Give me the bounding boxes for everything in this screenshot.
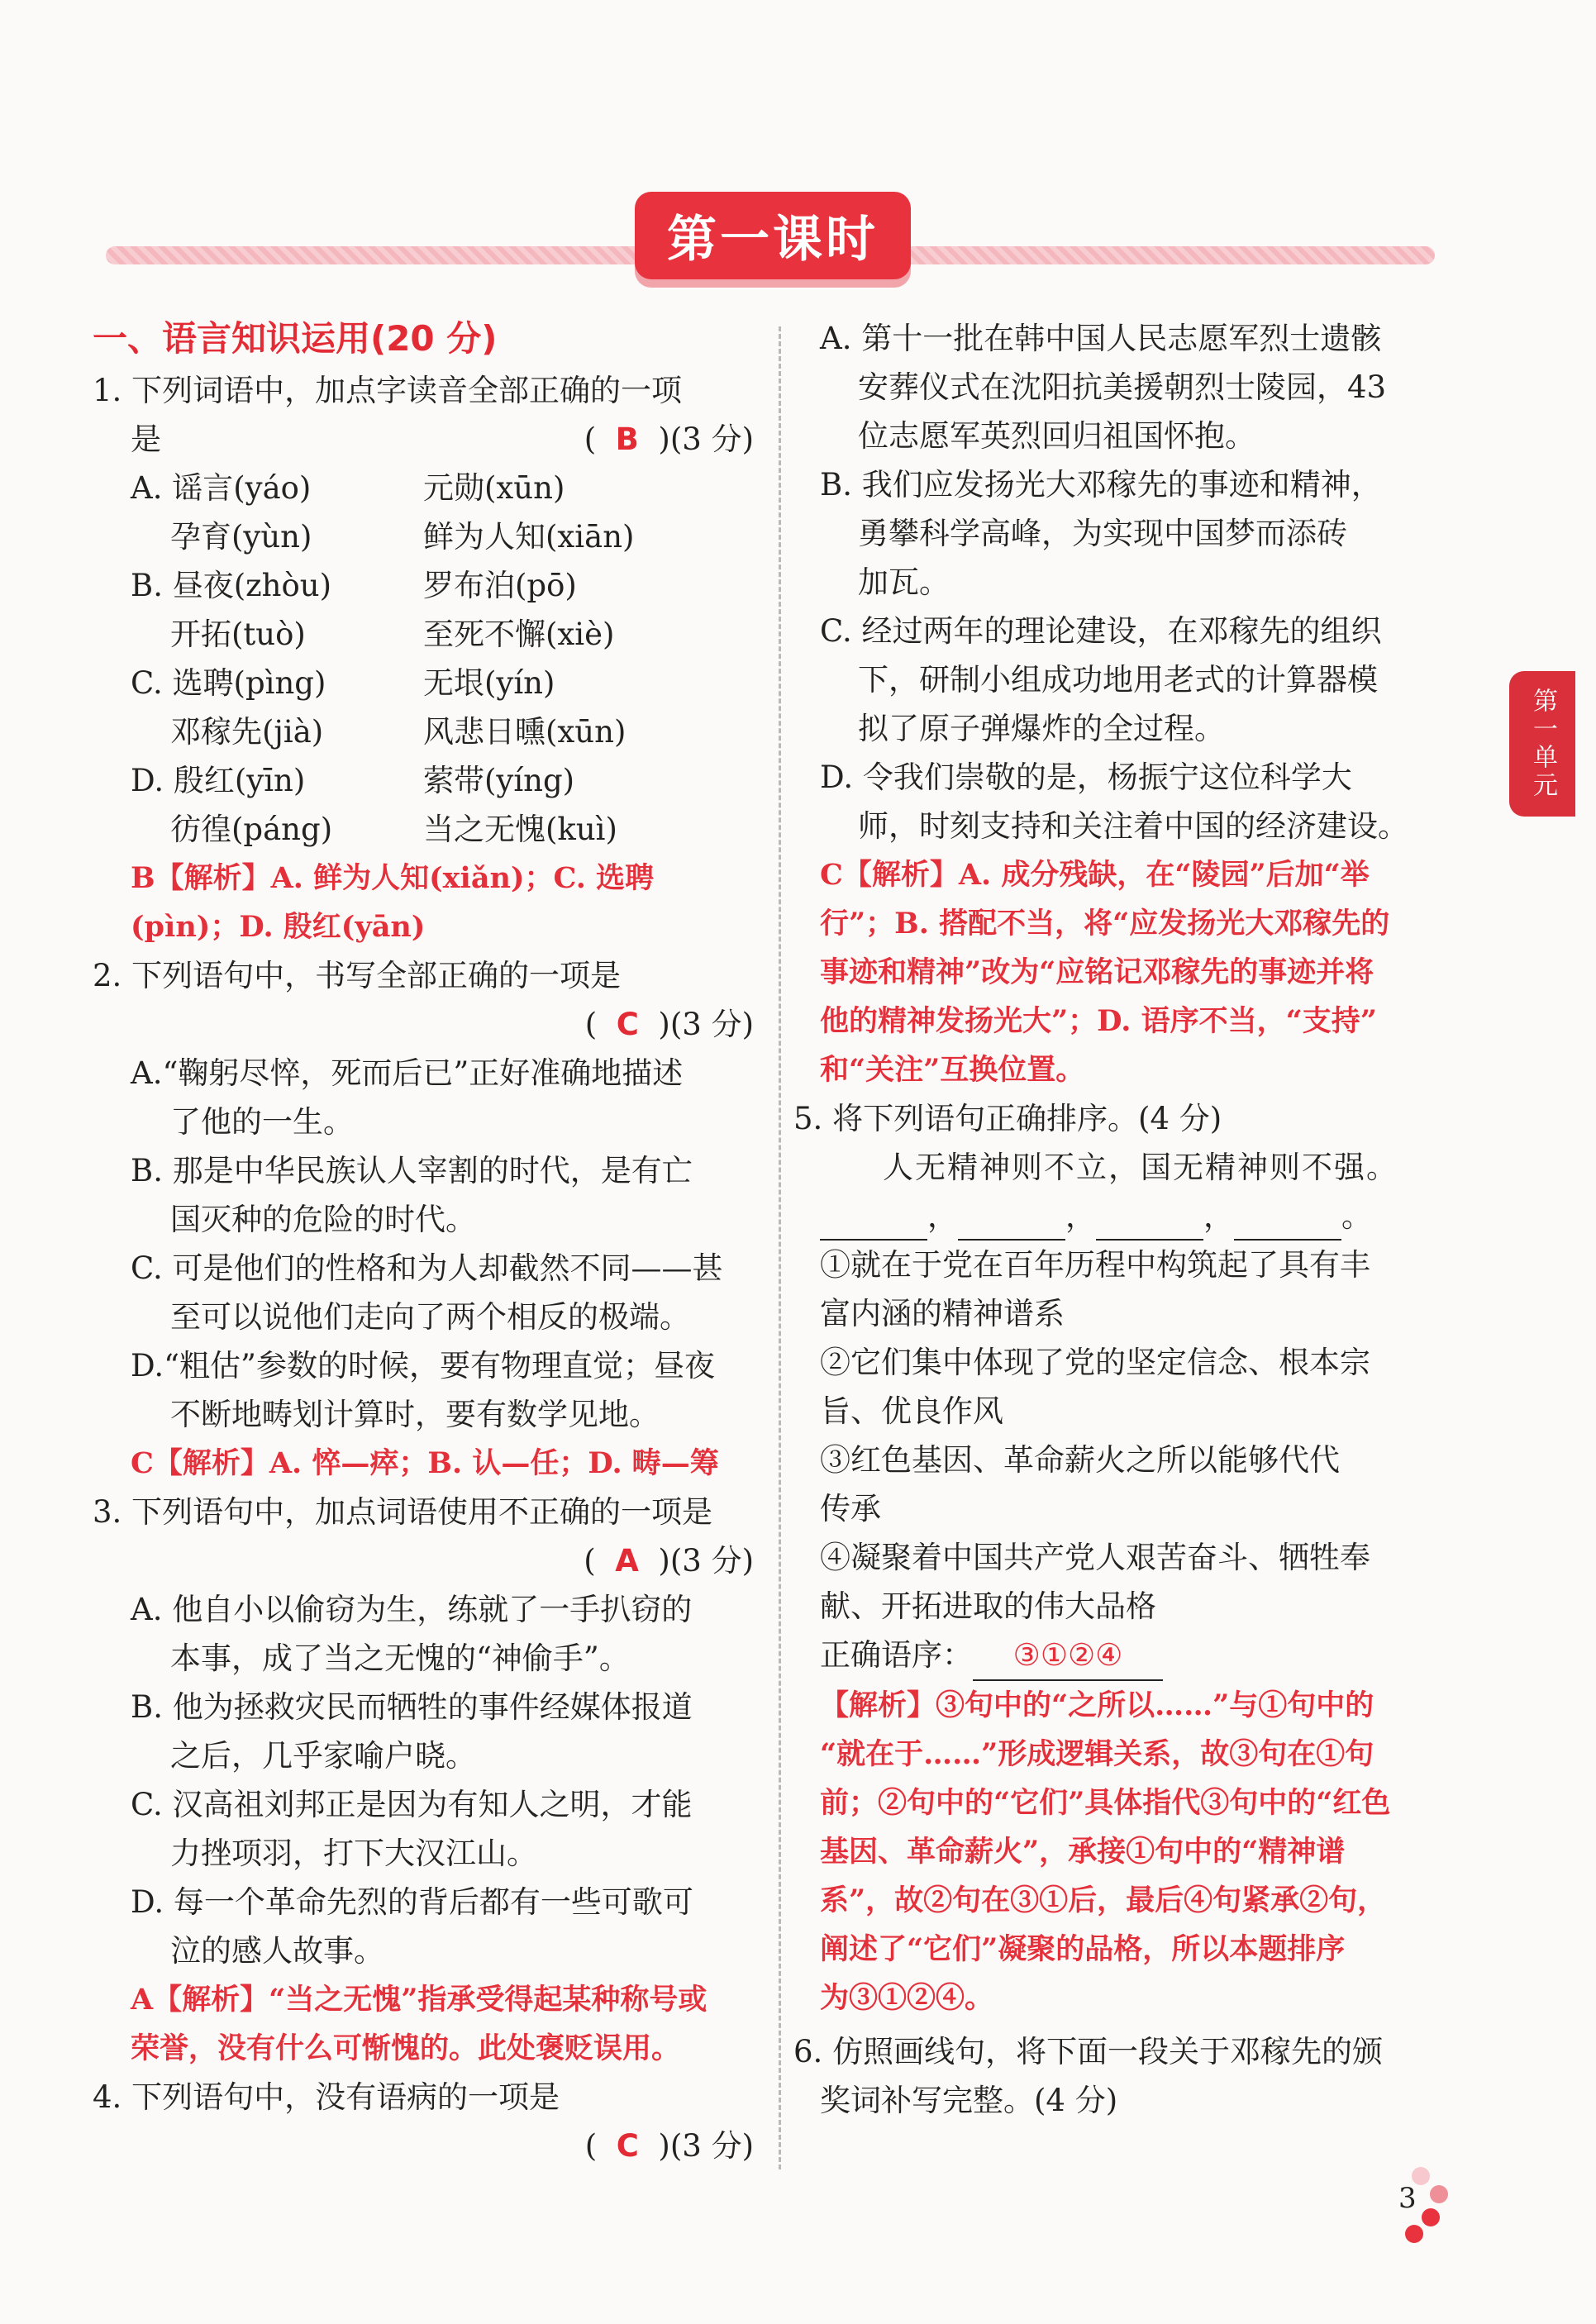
question-4-answer: C (616, 2128, 639, 2164)
answer-blank[interactable] (958, 1209, 1065, 1241)
question-5-explanation: “就在于……”形成逻辑关系，故③句在①句 (820, 1737, 1374, 1771)
question-1-answer-line: 是 ( B )(3 分) (131, 421, 754, 457)
question-5-item: ①就在于党在百年历程中构筑起了具有丰 (820, 1247, 1370, 1283)
question-3-option: 力挫项羽，打下大汉江山。 (170, 1836, 537, 1871)
question-5-item: 旨、优良作风 (820, 1393, 1003, 1429)
question-5-explanation: 为③①②④。 (820, 1981, 994, 2015)
question-1-option-row: B. 昼夜(zhòu) 罗布泊(pō) (131, 568, 577, 603)
question-2-answer-line: ( C )(3 分) (584, 1007, 754, 1042)
question-4-explanation: 行”；B. 搭配不当，将“应发扬光大邓稼先的 (820, 907, 1390, 941)
question-4-option: B. 我们应发扬光大邓稼先的事迹和精神， (820, 467, 1382, 502)
question-2-answer: C (616, 1007, 639, 1042)
question-5-item: ③红色基因、革命薪火之所以能够代代 (820, 1442, 1340, 1478)
unit-side-tab: 第一单元 (1509, 671, 1575, 817)
question-4-answer-line: ( C )(3 分) (584, 2128, 754, 2164)
question-4-option: 下，研制小组成功地用老式的计算器模 (858, 662, 1378, 698)
answer-blank[interactable] (1096, 1209, 1203, 1241)
question-2-option: 国灭种的危险的时代。 (170, 1202, 476, 1237)
question-1-option-row: 开拓(tuò) 至死不懈(xiè) (170, 617, 615, 652)
title-banner (635, 192, 911, 279)
question-1-option-row: 邓稼先(jià) 风悲日曛(xūn) (170, 714, 626, 750)
question-2-option: 了他的一生。 (170, 1104, 354, 1140)
question-4-option: 位志愿军英烈回归祖国怀抱。 (858, 418, 1255, 454)
decor-dot (1430, 2185, 1448, 2203)
question-1-explanation: (pìn)；D. 殷红(yān) (131, 910, 426, 944)
column-divider (779, 326, 781, 2169)
question-4-option: 拟了原子弹爆炸的全过程。 (858, 711, 1225, 746)
question-5-item: 传承 (820, 1491, 881, 1526)
question-5-order-answer: ③①②④ (973, 1631, 1163, 1681)
question-2-option: A.“鞠躬尽悴，死而后已”正好准确地描述 (131, 1055, 684, 1091)
question-5-blanks: ， ， ， 。 (820, 1192, 1456, 1241)
question-1-explanation: B【解析】A. 鲜为人知(xiǎn)；C. 选聘 (131, 861, 655, 895)
question-3-text: 3. 下列语句中，加点词语使用不正确的一项是 (93, 1494, 713, 1530)
question-3-option: A. 他自小以偷窃为生，练就了一手扒窃的 (131, 1592, 693, 1627)
section-heading: 一、语言知识运用(20 分) (93, 318, 498, 359)
question-5-item: ④凝聚着中国共产党人艰苦奋斗、牺牲奉 (820, 1540, 1370, 1575)
question-3-option: C. 汉高祖刘邦正是因为有知人之明，才能 (131, 1787, 693, 1822)
question-4-explanation: C【解析】A. 成分残缺，在“陵园”后加“举 (820, 858, 1370, 892)
question-6-text: 6. 仿照画线句，将下面一段关于邓稼先的颁 (793, 2034, 1384, 2069)
question-5-order: 正确语序： ③①②④ (820, 1631, 1456, 1681)
question-5-item: ②它们集中体现了党的坚定信念、根本宗 (820, 1345, 1370, 1380)
question-2-option: C. 可是他们的性格和为人却截然不同——甚 (131, 1250, 723, 1286)
question-5-item: 献、开拓进取的伟大品格 (820, 1588, 1156, 1624)
question-6-text: 奖词补写完整。(4 分) (820, 2083, 1118, 2118)
question-4-explanation: 他的精神发扬光大”；D. 语序不当，“支持” (820, 1004, 1377, 1038)
question-5-explanation: 基因、革命薪火”，承接①句中的“精神谱 (820, 1835, 1346, 1869)
question-5-explanation: 系”，故②句在③①后，最后④句紧承②句， (820, 1883, 1387, 1917)
page-number: 3 (1398, 2182, 1417, 2215)
question-3-option: 泣的感人故事。 (170, 1933, 384, 1969)
question-5-explanation: 阐述了“它们”凝聚的品格，所以本题排序 (820, 1932, 1346, 1966)
question-1-option-row: C. 选聘(pìng) 无垠(yín) (131, 665, 555, 701)
question-2-explanation: C【解析】A. 悴—瘁；B. 认—任；D. 畴—筹 (131, 1446, 719, 1480)
question-5-explanation: 前；②句中的“它们”具体指代③句中的“红色 (820, 1786, 1391, 1820)
question-3-option: B. 他为拯救灾民而牺牲的事件经媒体报道 (131, 1689, 693, 1725)
question-3-explanation: A【解析】“当之无愧”指承受得起某种称号或 (131, 1983, 707, 2017)
question-3-option: 本事，成了当之无愧的“神偷手”。 (170, 1641, 630, 1676)
question-2-option: 不断地畴划计算时，要有数学见地。 (170, 1397, 660, 1432)
right-column (793, 314, 1456, 2125)
question-5-item: 富内涵的精神谱系 (820, 1296, 1065, 1331)
question-5-lead: 人无精神则不立，国无精神则不强。 (883, 1150, 1398, 1185)
answer-blank[interactable] (1234, 1209, 1341, 1241)
question-4-option: 加瓦。 (858, 564, 950, 600)
decor-dot (1422, 2208, 1440, 2226)
question-3-option: D. 每一个革命先烈的背后都有一些可歌可 (131, 1884, 693, 1920)
question-3-explanation: 荣誉，没有什么可惭愧的。此处褒贬误用。 (131, 2031, 681, 2065)
question-4-option: 安葬仪式在沈阳抗美援朝烈士陵园，43 (858, 369, 1387, 405)
question-2-option: D.“粗估”参数的时候，要有物理直觉；昼夜 (131, 1348, 715, 1383)
question-4-option: D. 令我们崇敬的是，杨振宁这位科学大 (820, 760, 1352, 795)
left-column (93, 314, 754, 2170)
answer-blank[interactable] (820, 1209, 927, 1241)
question-4-option: A. 第十一批在韩中国人民志愿军烈士遗骸 (820, 321, 1382, 356)
question-4-text: 4. 下列语句中，没有语病的一项是 (93, 2079, 560, 2115)
question-4-explanation: 和“关注”互换位置。 (820, 1053, 1085, 1087)
decor-dot (1412, 2167, 1430, 2185)
question-5-text: 5. 将下列语句正确排序。(4 分) (793, 1101, 1222, 1136)
question-1-option-row: 孕育(yùn) 鲜为人知(xiān) (170, 519, 635, 555)
question-4-option: C. 经过两年的理论建设，在邓稼先的组织 (820, 613, 1382, 649)
question-1-option-row: A. 谣言(yáo) 元勋(xūn) (131, 470, 565, 506)
question-1-option-row: 彷徨(páng) 当之无愧(kuì) (170, 812, 617, 847)
question-2-text: 2. 下列语句中，书写全部正确的一项是 (93, 958, 622, 993)
question-4-option: 勇攀科学高峰，为实现中国梦而添砖 (858, 516, 1347, 551)
question-1-option-row: D. 殷红(yīn) 萦带(yíng) (131, 763, 575, 798)
question-4-option: 师，时刻支持和关注着中国的经济建设。 (858, 808, 1408, 844)
question-3-answer-line: ( A )(3 分) (584, 1543, 754, 1579)
question-2-option: 至可以说他们走向了两个相反的极端。 (170, 1299, 690, 1335)
question-4-explanation: 事迹和精神”改为“应铭记邓稼先的事迹并将 (820, 955, 1374, 989)
question-2-option: B. 那是中华民族认人宰割的时代，是有亡 (131, 1153, 693, 1188)
question-5-explanation: 【解析】③句中的“之所以……”与①句中的 (820, 1688, 1374, 1722)
question-1-text: 1. 下列词语中，加点字读音全部正确的一项 (93, 373, 683, 408)
question-3-option: 之后，几乎家喻户晓。 (170, 1738, 476, 1774)
question-1-answer: B (615, 421, 639, 457)
question-3-answer: A (615, 1543, 639, 1579)
decor-dot (1405, 2225, 1423, 2243)
page-title: 第一课时 (667, 211, 879, 269)
